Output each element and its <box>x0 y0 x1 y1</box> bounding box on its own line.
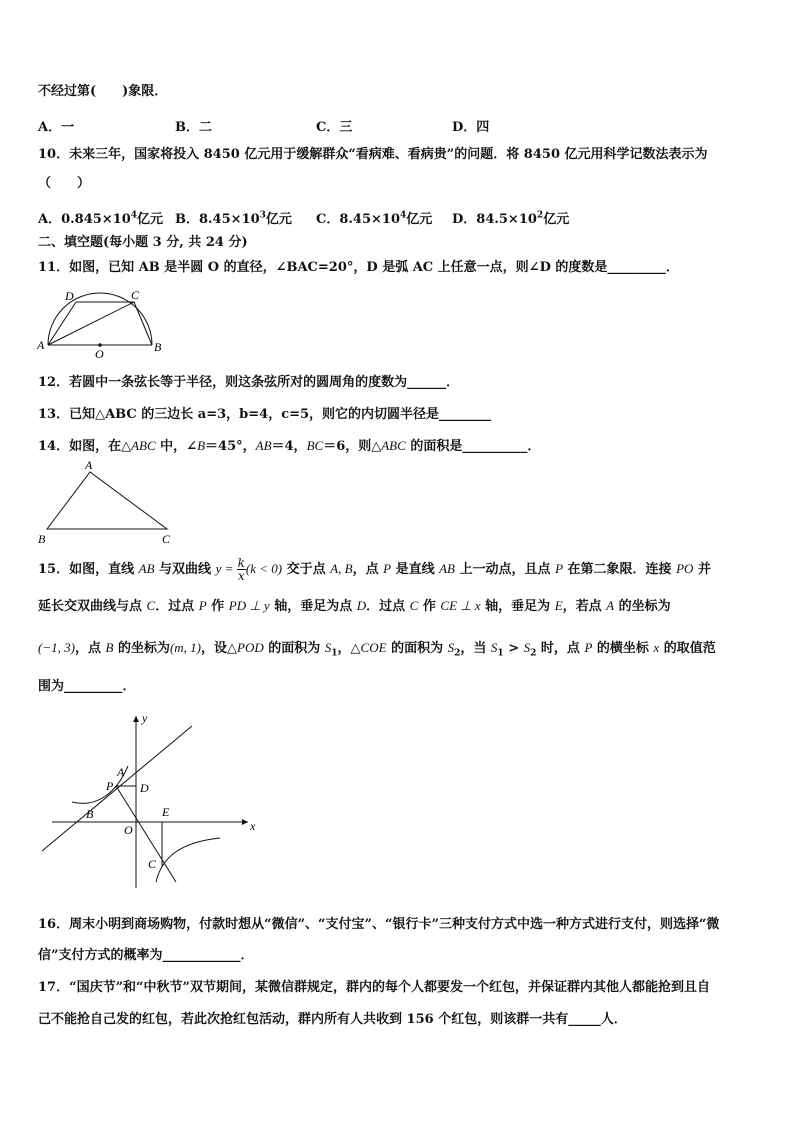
q15-label-p: P <box>106 779 114 793</box>
q16-line1: 16．周末小明到商场购物，付款时想从“微信”、“支付宝”、“银行卡”三种支付方式中选一种方式进行支付，则选择“微 <box>38 917 720 932</box>
q10-option-c: C．$8.45\times 10^4$亿元 <box>316 210 433 227</box>
section-heading: 二、填空题(每小题 3 分, 共 24 分) <box>38 235 248 250</box>
q10-option-a: A．$0.845\times 10^4$亿元 <box>38 210 164 227</box>
q11-label-b: B <box>154 340 162 354</box>
q14-label-c: C <box>162 532 171 546</box>
q14-label-a: A <box>85 458 93 472</box>
q15-line1: 15．如图，直线 AB 与双曲线 y = $\frac{k}{x}$ (k < 0) 交于点 A, B，点 P 是直线 AB 上一动点，且点 P 在第二象限．连接 PO 并 <box>38 556 711 583</box>
q10-paren: （ ） <box>38 176 91 191</box>
q17-line2: 己不能抢自己发的红包，若此次抢红包活动，群内所有人共收到 156 个红包，则该群一共有_____人． <box>38 1012 627 1027</box>
q15-label-a: A <box>117 765 125 779</box>
q10-option-b: B．$8.45\times 10^3$亿元 <box>175 210 292 227</box>
q14-label-b: B <box>38 532 46 546</box>
q11-text: 11．如图，已知 AB 是半圆 O 的直径，∠BAC=20°，D 是弧 AC 上任意一点，则∠D 的度数是_________． <box>38 260 679 275</box>
q15-label-c: C <box>148 857 157 871</box>
q16-line2: 信”支付方式的概率为____________． <box>38 948 254 963</box>
q12-text: 12．若圆中一条弦长等于半径，则这条弦所对的圆周角的度数为______． <box>38 375 460 390</box>
q15-label-x: x <box>250 819 256 833</box>
q14-triangle-figure <box>34 458 184 548</box>
q15-fraction: $\frac{k}{x}$ <box>237 556 245 583</box>
q13-text: 13．已知△ABC 的三边长 a=3，b=4，c=5，则它的内切圆半径是________ <box>38 407 492 422</box>
q9-option-c: C．三 <box>316 120 353 135</box>
q9-tail: 不经过第( )象限． <box>38 84 168 99</box>
q15-label-y: y <box>142 711 148 725</box>
q15-label-e: E <box>162 805 170 819</box>
q9-option-a: A．一 <box>38 120 75 135</box>
q15-line4: 围为_________． <box>38 679 136 694</box>
q11-label-d: D <box>65 289 74 303</box>
q14-text: 14．如图，在△ABC 中，∠B＝45°，AB＝4，BC＝6，则△ABC 的面积是__________． <box>38 438 541 454</box>
q10-text: 10．未来三年，国家将投入 8450 亿元用于缓解群众“看病难、看病贵”的问题．将 8450 亿元用科学记数法表示为 <box>38 147 708 162</box>
q11-label-c: C <box>131 288 140 302</box>
q10-option-d: D．$84.5\times 10^2$亿元 <box>452 210 570 227</box>
q15-coordinate-figure <box>36 706 262 892</box>
q9-option-d: D．四 <box>452 120 490 135</box>
q11-label-o: O <box>95 347 104 360</box>
q17-line1: 17．“国庆节”和“中秋节”双节期间，某微信群规定，群内的每个人都要发一个红包，并保证群内其他人都能抢到且自 <box>38 980 711 995</box>
q9-option-b: B．二 <box>175 120 212 135</box>
q11-semicircle-figure <box>36 286 172 360</box>
q15-line2: 延长交双曲线与点 C．过点 P 作 PD ⊥ y 轴，垂足为点 D．过点 C 作 CE ⊥ x 轴，垂足为 E，若点 A 的坐标为 <box>38 598 671 614</box>
q11-label-a: A <box>37 338 45 352</box>
q15-line3: (−1, 3)，点 B 的坐标为(m, 1)，设△POD 的面积为 $S_1$，△COE 的面积为 $S_2$，当 $S_1 > S_2$ 时，点 P 的横坐标 x 的取值范 <box>38 640 716 659</box>
q15-label-b: B <box>86 807 94 821</box>
q15-label-o: O <box>124 823 133 837</box>
q15-label-d: D <box>140 781 149 795</box>
